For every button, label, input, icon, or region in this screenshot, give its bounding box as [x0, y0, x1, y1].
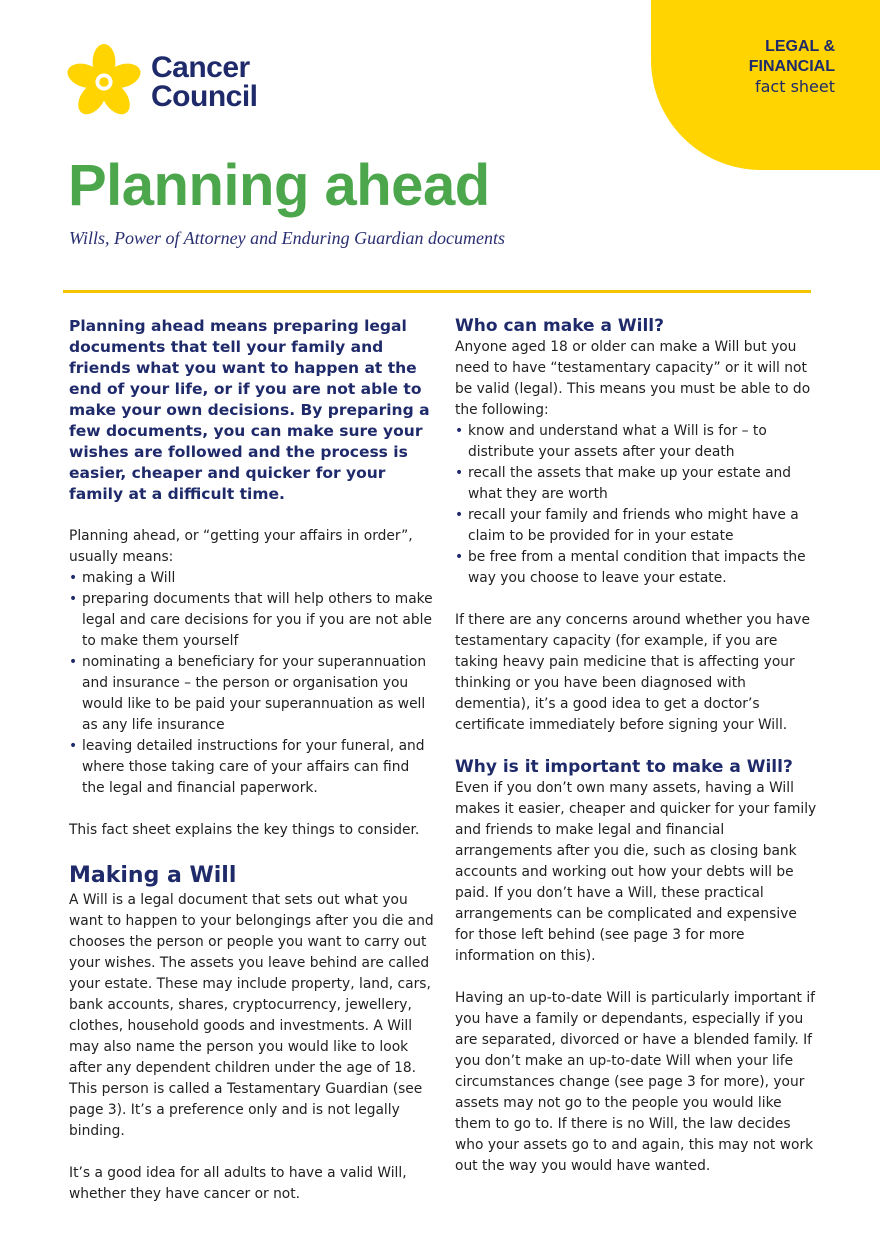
- list-item: • making a Will: [69, 568, 434, 589]
- why-important-heading: Why is it important to make a Will?: [455, 757, 793, 777]
- left-paragraph-2: This fact sheet explains the key things to consider.: [69, 822, 420, 838]
- list-item: • recall your family and friends who might have a claim to be provided for in your estate: [455, 505, 820, 547]
- right-paragraph-2: If there are any concerns around whether you have testamentary capacity (for example, if you are taking heavy pain medicine that is affecting your thinking or you have been diagnosed with dementia), it’s a good idea to get a doctor’s certificate immediately before signing your Will.: [455, 612, 810, 733]
- logo-wordmark: [151, 53, 258, 111]
- list-item: • preparing documents that will help others to make legal and care decisions for you if you are not able to make them yourself: [69, 589, 434, 652]
- divider-rule: [63, 290, 811, 293]
- logo-line2: Council: [151, 80, 258, 113]
- left-column: [69, 316, 434, 1205]
- list-item: • leaving detailed instructions for your funeral, and where those taking care of your affairs can find the legal and financial paperwork.: [69, 736, 434, 799]
- page-title: Planning ahead: [68, 153, 490, 218]
- list-item: • recall the assets that make up your estate and what they are worth: [455, 463, 820, 505]
- making-a-will-heading: Making a Will: [69, 863, 237, 888]
- daffodil-icon: [66, 44, 142, 120]
- cancer-council-logo: [66, 44, 258, 120]
- left-paragraph-1: Planning ahead, or “getting your affairs in order”, usually means:: [69, 528, 413, 565]
- list-item: • know and understand what a Will is for – to distribute your assets after your death: [455, 421, 820, 463]
- left-bullet-list: [69, 568, 434, 799]
- intro-paragraph: Planning ahead means preparing legal documents that tell your family and friends what you want to happen at the end of your life, or if you are not able to make your own decisions. By preparing a few documents, you can make sure your wishes are followed and the process is easier, cheaper and quicker for your family at a difficult time.: [69, 317, 430, 503]
- logo-line1: Cancer: [151, 51, 250, 84]
- badge-line1: LEGAL &: [765, 38, 835, 55]
- left-paragraph-3: A Will is a legal document that sets out what you want to happen to your belongings after you die and chooses the person or people you want to carry out your wishes. The assets you leave behind are called your estate. These may include property, land, cars, bank accounts, shares, cryptocurrency, jewellery, clothes, household goods and investments. A Will may also name the person you would like to look after any dependent children under the age of 18. This person is called a Testamentary Guardian (see page 3). It’s a preference only and is not legally binding.: [69, 892, 434, 1139]
- badge-line3: fact sheet: [754, 77, 835, 96]
- page-subtitle: Wills, Power of Attorney and Enduring Guardian documents: [69, 228, 505, 248]
- right-column: [455, 316, 820, 1177]
- list-item: • be free from a mental condition that impacts the way you choose to leave your estate.: [455, 547, 820, 589]
- right-paragraph-4: Having an up-to-date Will is particularly important if you have a family or dependants, especially if you are separated, divorced or have a blended family. If you don’t make an up-to-date Will when your life circumstances change (see page 3 for more), your assets may not go to the people you would like them to go to. If there is no Will, the law decides who your assets go to and again, this may not work out the way you would have wanted.: [455, 990, 816, 1174]
- right-bullet-list: [455, 421, 820, 589]
- list-item: • nominating a beneficiary for your superannuation and insurance – the person or organisation you would like to be paid your superannuation as well as any life insurance: [69, 652, 434, 736]
- right-paragraph-1: Anyone aged 18 or older can make a Will but you need to have “testamentary capacity” or it will not be valid (legal). This means you must be able to do the following:: [455, 339, 811, 418]
- right-paragraph-3: Even if you don’t own many assets, having a Will makes it easier, cheaper and quicker for your family and friends to make legal and financial arrangements after you die, such as closing bank accounts and working out how your debts will be paid. If you don’t have a Will, these practical arrangements can be complicated and expensive for those left behind (see page 3 for more information on this).: [455, 780, 817, 964]
- document-type-badge: [749, 37, 835, 97]
- who-can-make-will-heading: Who can make a Will?: [455, 316, 664, 336]
- badge-line2: FINANCIAL: [748, 58, 835, 75]
- left-paragraph-4: It’s a good idea for all adults to have a valid Will, whether they have cancer or not.: [69, 1165, 407, 1202]
